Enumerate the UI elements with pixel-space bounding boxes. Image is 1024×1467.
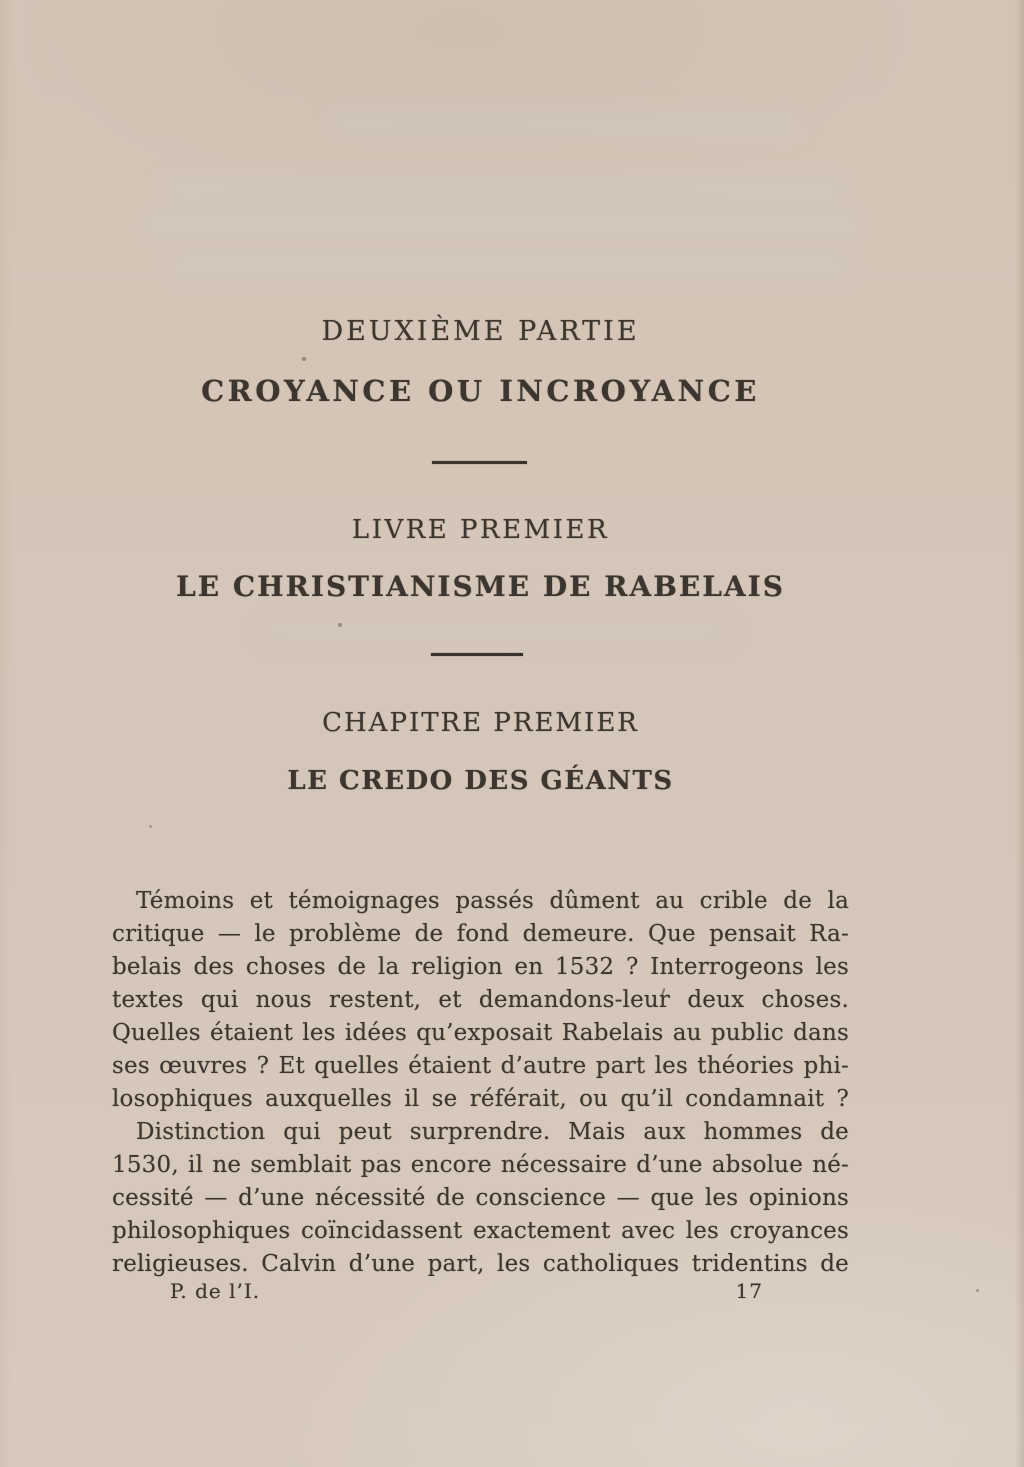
body-line: critique — le problème de fond demeure. Que pensait Ra-: [112, 921, 849, 947]
part-title: CROYANCE OU INCROYANCE: [201, 374, 760, 408]
page-left-edge-shading: [0, 0, 12, 1467]
body-line: ses œuvres ? Et quelles étaient d’autre part les théories phi-: [112, 1053, 849, 1079]
page-right-edge-shading: [1015, 0, 1024, 1467]
ink-speck: [149, 825, 152, 828]
ink-speck: [338, 623, 342, 627]
body-line: Témoins et témoignages passés dûment au crible de la: [136, 888, 849, 914]
part-heading: DEUXIÈME PARTIE: [321, 316, 640, 347]
showthrough-smudge: [330, 112, 800, 136]
body-text: [112, 885, 849, 1281]
body-line: textes qui nous restent, et demandons-leur deux choses.: [112, 987, 849, 1013]
body-line: belais des choses de la religion en 1532 ? Interrogeons les: [112, 954, 849, 980]
body-line: cessité — d’une nécessité de conscience — que les opinions: [112, 1185, 849, 1211]
showthrough-smudge: [145, 212, 860, 238]
ink-speck: [302, 357, 306, 361]
body-line: 1530, il ne semblait pas encore nécessaire d’une absolue né-: [112, 1152, 849, 1178]
ink-speck: [976, 1289, 979, 1292]
signature-mark: P. de l’I.: [170, 1279, 261, 1303]
body-line: Distinction qui peut surprendre. Mais aux hommes de: [136, 1119, 849, 1145]
book-heading: LIVRE PREMIER: [351, 515, 610, 545]
showthrough-smudge: [260, 620, 730, 642]
book-title: LE CHRISTIANISME DE RABELAIS: [176, 570, 785, 603]
body-line: philosophiques coïncidassent exactement avec les croyances: [112, 1218, 849, 1244]
chapter-title: LE CREDO DES GÉANTS: [287, 766, 674, 796]
body-line: losophiques auxquelles il se référait, ou qu’il condamnait ?: [112, 1086, 849, 1112]
body-line: Quelles étaient les idées qu’exposait Rabelais au public dans: [112, 1020, 849, 1046]
page-number: 17: [735, 1279, 763, 1303]
section-divider-rule: [431, 653, 523, 656]
showthrough-smudge: [170, 252, 850, 280]
chapter-heading: CHAPITRE PREMIER: [322, 708, 639, 738]
body-line: religieuses. Calvin d’une part, les catholiques tridentins de: [112, 1251, 849, 1277]
page-footer: [112, 1281, 849, 1301]
section-divider-rule: [432, 461, 527, 464]
showthrough-smudge: [165, 176, 845, 202]
